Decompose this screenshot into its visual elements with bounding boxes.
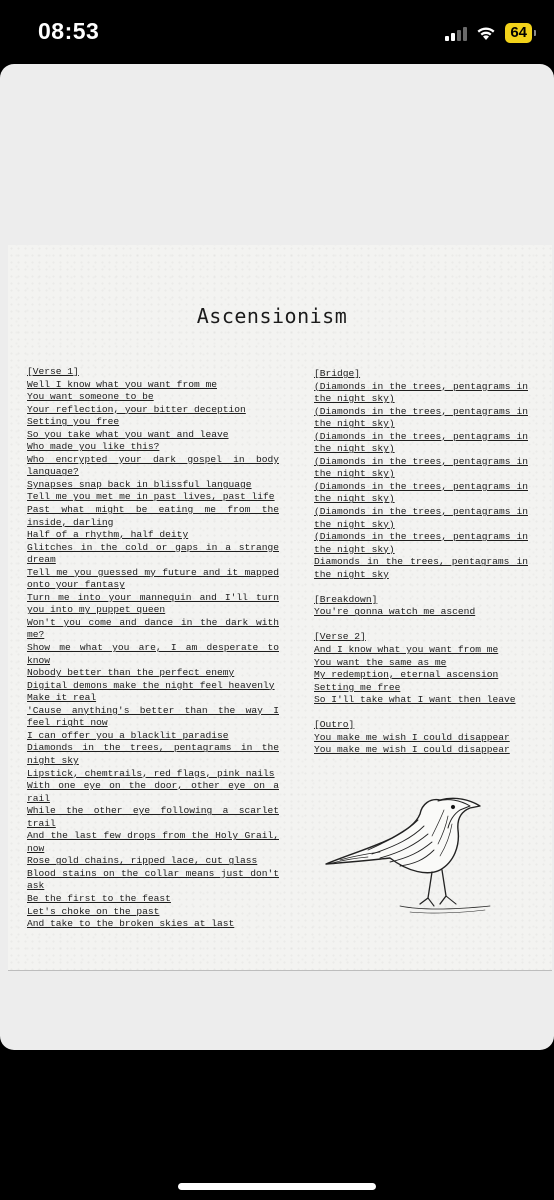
lyric-line: My redemption, eternal ascension (314, 669, 499, 681)
lyric-line: (Diamonds in the trees, pentagrams in the night sky) (314, 380, 528, 405)
lyric-line: You're gonna watch me ascend (314, 606, 476, 618)
lyric-line: And I know what you want from me (314, 644, 499, 656)
lyric-line: Your reflection, your bitter deception (27, 403, 246, 415)
lyric-line: Past what might be eating me from the inside, darling (27, 504, 279, 528)
status-bar (0, 0, 554, 64)
lyric-line: Diamonds in the trees, pentagrams in the night sky (314, 556, 528, 580)
lyric-line: Digital demons make the night feel heavenly (27, 679, 275, 691)
stanza-gap (314, 619, 528, 632)
raven-illustration (320, 780, 500, 925)
lyrics-right-column (314, 368, 528, 757)
stanza-gap (314, 581, 528, 594)
lyric-line: Lipstick, chemtrails, red flags, pink nails (27, 767, 275, 779)
lyric-line: Tell me you met me in past lives, past life (27, 491, 275, 503)
lyric-line: With one eye on the door, other eye on a rail (27, 780, 279, 804)
lyric-line: You want someone to be (27, 391, 154, 403)
lyric-line: Be the first to the feast (27, 892, 171, 904)
lyric-line: You want the same as me (314, 656, 447, 668)
lyric-line: Tell me you guessed my future and it mapped onto your fantasy (27, 566, 279, 591)
lyric-line: Who encrypted your dark gospel in body language? (27, 453, 279, 478)
lyric-line: I can offer you a blacklit paradise (27, 729, 229, 741)
cellular-signal-icon (445, 25, 467, 41)
lyric-line: Nobody better than the perfect enemy (27, 667, 235, 679)
lyric-line: (Diamonds in the trees, pentagrams in the night sky) (314, 405, 528, 430)
lyric-line: Well I know what you want from me (27, 378, 217, 390)
lyric-line: 'Cause anything's better than the way I feel right now (27, 704, 279, 729)
status-time: 08:53 (38, 18, 100, 44)
lyric-line: (Diamonds in the trees, pentagrams in the night sky) (314, 480, 528, 505)
lyric-line: (Diamonds in the trees, pentagrams in the night sky) (314, 506, 528, 530)
lyric-line: Who made you like this? (27, 441, 160, 453)
document-title: Ascensionism (196, 304, 348, 328)
lyric-line: Make it real (27, 692, 97, 704)
lyric-line: And the last few drops from the Holy Grail, now (27, 830, 279, 854)
lyric-line: You make me wish I could disappear (314, 731, 510, 743)
battery-indicator: 64 (505, 23, 532, 43)
section-label: [Outro] (314, 719, 355, 731)
section-label: [Verse 2] (314, 631, 366, 643)
lyric-line: Glitches in the cold or gaps in a strange dream (27, 541, 279, 566)
lyric-line: Setting you free (27, 416, 120, 428)
lyric-line: Won't you come and dance in the dark with me? (27, 616, 279, 641)
lyric-line: Let's choke on the past (27, 905, 160, 917)
lyric-line: (Diamonds in the trees, pentagrams in the night sky) (314, 531, 528, 555)
lyric-line: While the other eye following a scarlet trail (27, 805, 279, 829)
lyric-line: Setting me free (314, 681, 401, 693)
lyric-line: (Diamonds in the trees, pentagrams in the night sky) (314, 455, 528, 480)
status-icons (445, 22, 532, 44)
lyric-line: So you take what you want and leave (27, 428, 229, 440)
lyric-line: Show me what you are, I am desperate to know (27, 642, 279, 666)
lyric-line: And take to the broken skies at last (27, 918, 235, 930)
lyric-line: Rose gold chains, ripped lace, cut glass (27, 855, 258, 867)
section-label: [Bridge] (314, 368, 361, 379)
lyric-line: Blood stains on the collar means just don't ask (27, 867, 279, 892)
lyric-line: You make me wish I could disappear (314, 744, 510, 756)
stanza-gap (314, 707, 528, 720)
lyric-line: (Diamonds in the trees, pentagrams in the night sky) (314, 430, 528, 455)
section-label: [Verse 1] (27, 366, 79, 377)
lyric-line: Turn me into your mannequin and I'll turn you into my puppet queen (27, 591, 279, 616)
lyrics-left-column (27, 366, 279, 931)
wifi-icon (475, 25, 497, 41)
section-label: [Breakdown] (314, 593, 378, 605)
home-indicator[interactable] (178, 1183, 376, 1190)
lyric-line: Half of a rhythm, half deity (27, 529, 189, 541)
lyric-line: So I'll take what I want then leave (314, 694, 516, 706)
lyric-line: Synapses snap back in blissful language (27, 478, 252, 490)
lyric-line: Diamonds in the trees, pentagrams in the night sky (27, 742, 279, 766)
